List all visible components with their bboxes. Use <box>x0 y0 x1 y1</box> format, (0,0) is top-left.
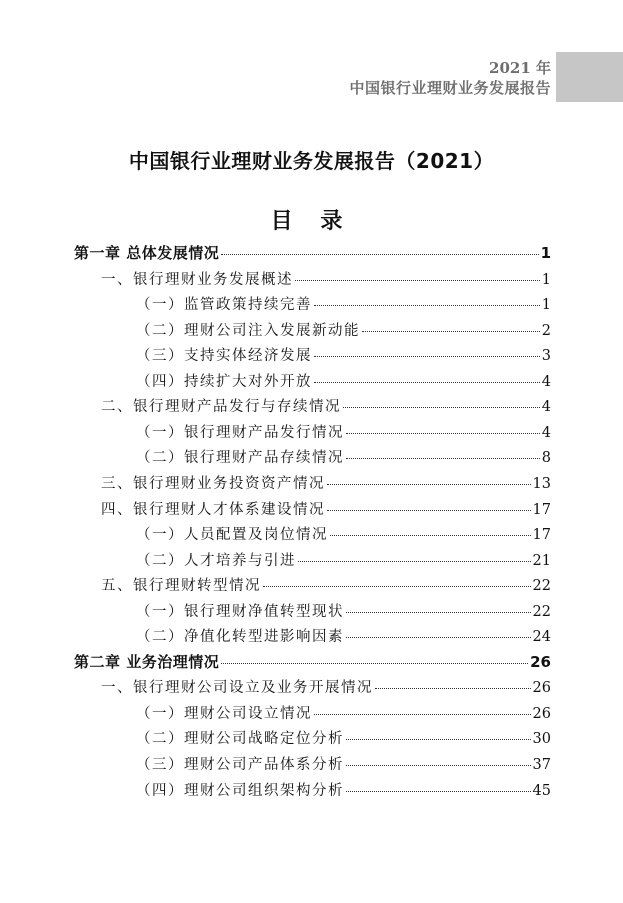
toc-entry-label: 一、银行理财业务发展概述 <box>101 271 293 288</box>
toc-entry[interactable] <box>101 472 551 497</box>
toc-entry-page: 21 <box>532 552 551 569</box>
toc-entry[interactable] <box>136 421 551 446</box>
toc-entry-label: 五、银行理财转型情况 <box>101 578 261 595</box>
toc-entry[interactable] <box>136 523 551 548</box>
toc-entry-label: 三、银行理财业务投资资产情况 <box>101 475 325 492</box>
toc-dot-leader <box>263 585 531 587</box>
toc-dot-leader <box>346 636 531 638</box>
toc-entry[interactable] <box>101 395 551 420</box>
toc-entry-page: 26 <box>530 652 551 671</box>
toc-entry-label: （二）银行理财产品存续情况 <box>136 450 344 467</box>
toc-entry-label: （二）净值化转型进影响因素 <box>136 629 344 646</box>
toc-dot-leader <box>346 611 531 613</box>
toc-dot-leader <box>295 279 540 281</box>
toc-dot-leader <box>327 483 531 485</box>
toc-dot-leader <box>346 790 531 792</box>
toc-entry-page: 30 <box>532 731 551 748</box>
document-title: 中国银行业理财业务发展报告（2021） <box>128 149 495 173</box>
toc-entry-page: 1 <box>541 297 551 314</box>
toc-dot-leader <box>314 304 540 306</box>
toc-chapter-entry[interactable] <box>74 651 551 676</box>
toc-entry[interactable] <box>136 625 551 650</box>
toc-entry[interactable] <box>136 319 551 344</box>
toc-entry-page: 4 <box>541 399 551 416</box>
toc-entry-page: 17 <box>532 501 551 518</box>
toc-entry-page: 22 <box>532 578 551 595</box>
toc-entry[interactable] <box>136 779 551 804</box>
toc-entry-page: 22 <box>532 603 551 620</box>
toc-entry-label: 第二章 业务治理情况 <box>74 652 220 671</box>
toc-entry-label: （一）监管政策持续完善 <box>136 297 312 314</box>
toc-entry-label: （一）理财公司设立情况 <box>136 705 312 722</box>
toc-entry-page: 4 <box>541 373 551 390</box>
toc-entry-page: 13 <box>532 475 551 492</box>
toc-dot-leader <box>346 764 531 766</box>
toc-entry-label: （三）支持实体经济发展 <box>136 348 312 365</box>
toc-dot-leader <box>221 662 528 664</box>
toc-entry-label: 一、银行理财公司设立及业务开展情况 <box>101 680 373 697</box>
toc-dot-leader <box>314 713 531 715</box>
toc-dot-leader <box>362 330 540 332</box>
toc-entry[interactable] <box>101 676 551 701</box>
toc-entry-label: （四）理财公司组织架构分析 <box>136 782 344 799</box>
toc-dot-leader <box>346 738 531 740</box>
toc-entry[interactable] <box>136 293 551 318</box>
toc-dot-leader <box>327 509 531 511</box>
toc-dot-leader <box>343 406 540 408</box>
toc-entry[interactable] <box>136 727 551 752</box>
toc-entry[interactable] <box>101 498 551 523</box>
toc-entry-page: 45 <box>532 782 551 799</box>
toc-dot-leader <box>330 534 531 536</box>
toc-entry-label: （二）理财公司战略定位分析 <box>136 731 344 748</box>
toc-entry[interactable] <box>136 753 551 778</box>
toc-entry-label: （一）银行理财净值转型现状 <box>136 603 344 620</box>
toc-entry-page: 1 <box>540 244 551 262</box>
toc-entry-page: 2 <box>541 322 551 339</box>
toc-entry-page: 8 <box>541 450 551 467</box>
toc-entry-label: 四、银行理财人才体系建设情况 <box>101 501 325 518</box>
toc-dot-leader <box>221 253 538 255</box>
toc-entry[interactable] <box>136 549 551 574</box>
header-year: 2021 年 <box>489 59 551 77</box>
toc-entry-label: 二、银行理财产品发行与存续情况 <box>101 399 341 416</box>
toc-entry-label: 第一章 总体发展情况 <box>74 244 220 262</box>
toc-heading: 目 录 <box>270 209 353 234</box>
toc-dot-leader <box>314 381 540 383</box>
toc-entry-page: 24 <box>532 629 551 646</box>
toc-entry-label: （二）理财公司注入发展新动能 <box>136 322 360 339</box>
toc-dot-leader <box>346 432 540 434</box>
toc-entry-label: （二）人才培养与引进 <box>136 552 296 569</box>
toc-entry-label: （一）人员配置及岗位情况 <box>136 527 328 544</box>
toc-entry-label: （四）持续扩大对外开放 <box>136 373 312 390</box>
toc-dot-leader <box>375 687 531 689</box>
running-header <box>349 58 551 98</box>
toc-entry-page: 26 <box>532 680 551 697</box>
toc-entry[interactable] <box>136 446 551 471</box>
toc-entry-page: 37 <box>532 757 551 773</box>
toc-dot-leader <box>314 355 540 357</box>
toc-entry-label: （三）理财公司产品体系分析 <box>136 757 344 773</box>
toc-entry[interactable] <box>101 268 551 293</box>
toc-entry[interactable] <box>136 600 551 625</box>
toc-entry-label: （一）银行理财产品发行情况 <box>136 424 344 441</box>
toc-entry[interactable] <box>136 344 551 369</box>
header-title: 中国银行业理财业务发展报告 <box>349 79 551 97</box>
header-gray-block <box>556 52 623 102</box>
toc-chapter-entry[interactable] <box>74 242 551 267</box>
toc-entry-page: 4 <box>541 424 551 441</box>
toc-entry[interactable] <box>136 702 551 727</box>
toc-entry-page: 17 <box>532 527 551 544</box>
toc-dot-leader <box>298 560 531 562</box>
toc-entry-page: 26 <box>532 705 551 722</box>
toc-entry[interactable] <box>136 370 551 395</box>
toc-dot-leader <box>346 457 540 459</box>
toc-entry[interactable] <box>101 574 551 599</box>
toc-entry-page: 1 <box>541 271 551 288</box>
toc-entry-page: 3 <box>541 348 551 365</box>
